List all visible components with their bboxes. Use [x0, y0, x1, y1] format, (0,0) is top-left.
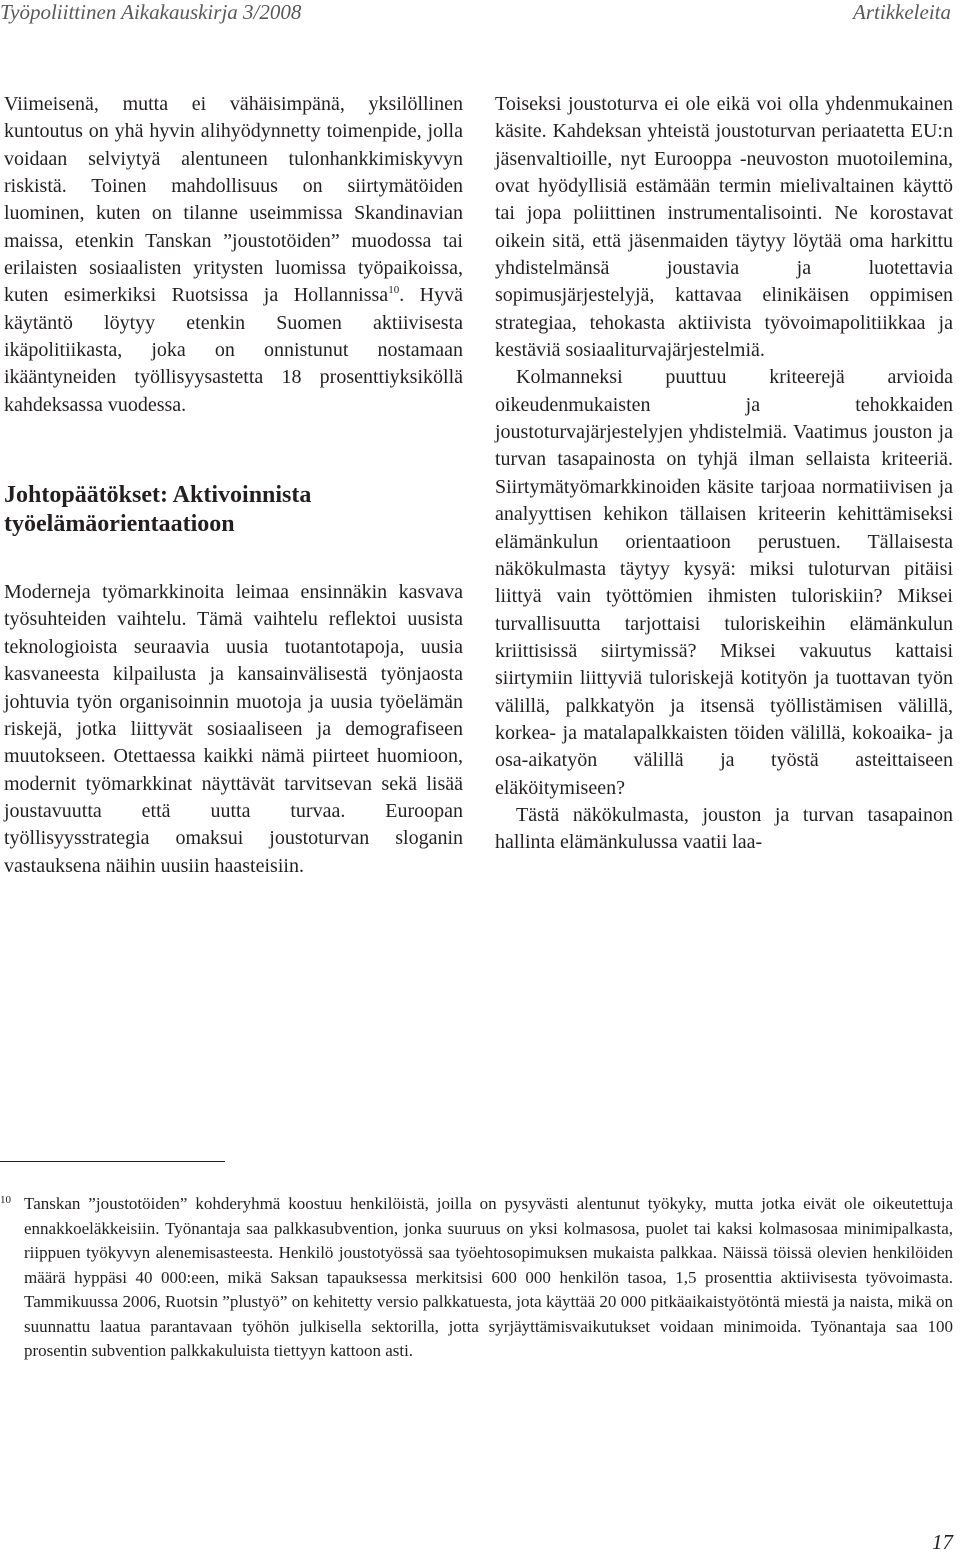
- section-heading: Johtopäätökset: Aktivoinnista työelämäorientaatioon: [4, 482, 312, 538]
- paragraph-rehabilitation: [4, 91, 463, 419]
- footnote: [0, 1192, 953, 1364]
- left-column: [4, 91, 463, 880]
- paragraph-secondly: Toiseksi joustoturva ei ole eikä voi olla yhdenmukainen käsite. Kahdeksan yhteistä joustoturvan periaatetta EU:n jäsenvaltioille, nyt Eurooppa -neuvoston muotoilemina, ovat hyödyllisiä estämään termin mielivaltainen käyttö tai jopa poliittinen instrumentalisointi. Ne korostavat oikein sitä, että jäsenmaiden täytyy löytää oma harkittu yhdistelmänsä joustavia ja luotettavia sopimusjärjestelyjä, kattavaa elinikäisen oppimisen strategiaa, tehokasta aktiivista työvoimapolitiikkaa ja kestäviä sosiaaliturvajärjestelmiä.: [495, 93, 953, 362]
- footnote-number: 10: [0, 1194, 11, 1206]
- paragraph-text-continued: . Hyvä käytäntö löytyy etenkin Suomen aktiivisesta ikäpolitiikasta, joka on onnistunut nostamaan ikääntyneiden työllisyysastetta 18 prosenttiyksiköllä kahdeksassa vuodessa.: [4, 284, 464, 416]
- paragraph-text: Viimeisenä, mutta ei vähäisimpänä, yksilöllinen kuntoutus on yhä hyvin alihyödynnetty toimenpide, jolla voidaan selviytyä alentuneen tulonhankkimiskyvyn riskistä. Toinen mahdollisuus on siirtymätöiden luominen, kuten on tilanne useimmissa Skandinavian maissa, etenkin Tanskan ”joustotöiden” muodossa tai erilaisten sosiaalisten yritysten luomissa työpaikoissa, kuten esimerkiksi Ruotsissa ja Hollannissa: [4, 93, 463, 307]
- paragraph-perspective: Tästä näkökulmasta, jouston ja turvan tasapainon hallinta elämänkulussa vaatii laa-: [495, 803, 953, 854]
- section-label: Artikkeleita: [853, 0, 951, 24]
- footnote-divider: [0, 1161, 225, 1162]
- footnote-text: Tanskan ”joustotöiden” kohderyhmä koostuu henkilöistä, joilla on pysyvästi alentunut työkyky, mutta jotka eivät ole oikeutettuja ennakkoeläkkeisiin. Työnantaja saa palkkasubvention, jonka suuruus on yksi kolmasosa, puolet tai kaksi kolmasosaa minimipalkasta, riippuen työkyvyn alenemisasteesta. Henkilö joustotyössä saa työehtosopimuksen mukaista palkkaa. Näissä töissä olevien henkilöiden määrä hyppäsi 40 000:een, mikä Saksan tapauksessa merkitsisi 600 000 henkilön tasoa, 1,5 prosenttia aktiivisesta työvoimasta. Tammikuussa 2006, Ruotsin ”plustyö” on kehitetty versio palkkatuesta, jota käyttää 20 000 pitkäaikaistyötöntä miestä ja naista, mikä on suunnattu laatua parantavaan työhön julkisella sektorilla, jotta syrjäyttämisvaikutukset voidaan minimoida. Työnantaja saa 100 prosentin subvention palkkakuluista tiettyyn kattoon asti.: [24, 1194, 953, 1360]
- page-number: 17: [932, 1530, 953, 1554]
- paragraph-conclusions: Moderneja työmarkkinoita leimaa ensinnäkin kasvava työsuhteiden vaihtelu. Tämä vaihtelu reflektoi uusista teknologioista seuraavia uusia tuotantotapoja, uusia kasvaneesta kilpailusta ja kansainvälisestä työnjaosta johtuvia työn organisoinnin muotoja ja uusia työelämän riskejä, jotka liittyvät sosiaaliseen ja demografiseen muutokseen. Otettaessa kaikki nämä piirteet huomioon, modernit työmarkkinat näyttävät tarvitsevan sekä lisää joustavuutta että uutta turvaa. Euroopan työllisyysstrategia omaksui joustoturvan sloganin vastauksena näihin uusiin haasteisiin.: [4, 581, 463, 877]
- right-column: [495, 91, 953, 857]
- journal-title: Työpoliittinen Aikakauskirja 3/2008: [0, 0, 302, 24]
- paragraph-thirdly: Kolmanneksi puuttuu kriteerejä arvioida oikeudenmukaisten ja tehokkaiden joustoturvajärjestelyjen yhdistelmiä. Vaatimus jouston ja turvan tasapainosta on tyhjä ilman sellaista kriteeriä. Siirtymätyömarkkinoiden käsite tarjoaa normatiivisen ja analyyttisen kehikon tällaisen kriteerin kehittämiseksi elämänkulun orientaatioon perustuen. Tällaisesta näkökulmasta täytyy kysyä: miksi tuloturvan pitäisi liittyä vain työttömien ihmisten tuloriskiin? Miksei turvallisuutta tarjottaisi tuloriskeihin elämänkulun kriittisissä siirtymissä? Miksei vakuutus kattaisi siirtymiin liittyviä tuloriskejä kotityön ja tuottavan työn välillä, palkkatyön ja itsensä työllistämisen välillä, korkea- ja matalapalkkaisten töiden välillä, kokoaika- ja osa-aikatyön välillä ja työstä asteittaiseen eläköitymiseen?: [495, 366, 953, 799]
- footnote-reference[interactable]: 10: [388, 283, 400, 296]
